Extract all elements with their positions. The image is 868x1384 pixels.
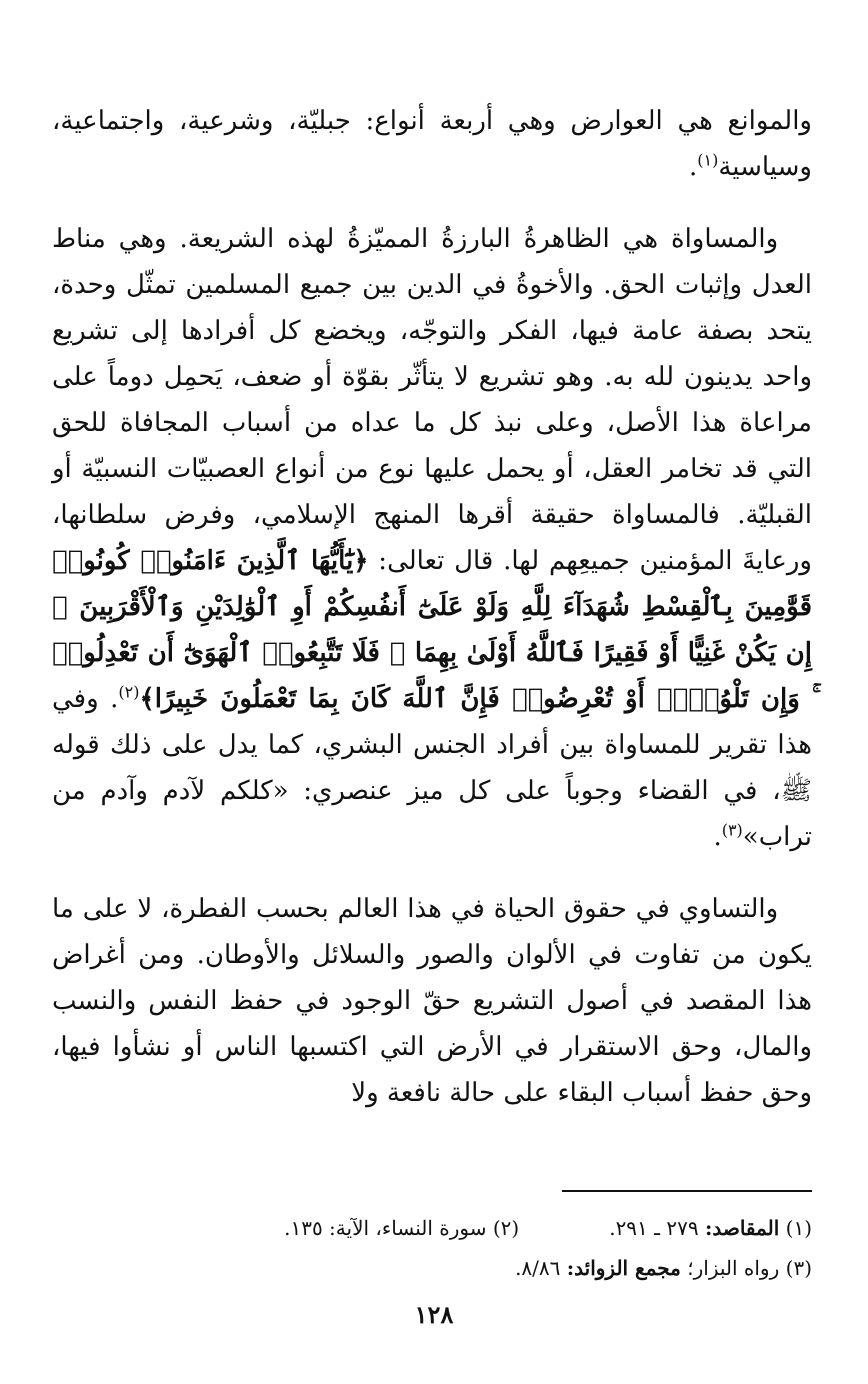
paragraph-1-text: والموانع هي العوارض وهي أربعة أنواع: جبليّة، وشرعية، واجتماعية، وسياسية [52,106,812,182]
main-text [52,98,812,1116]
page-number: ١٢٨ [414,1300,454,1329]
footnote-divider [562,1190,812,1192]
quran-verse: ﴿يَٰٓأَيُّهَا ٱلَّذِينَ ءَامَنُوا۟ كُونُوا۟ قَوَّٰمِينَ بِٱلْقِسْطِ شُهَدَآءَ لِلَّهِ وَلَوْ عَلَىٰٓ أَنفُسِكُمْ أَوِ ٱلْوَٰلِدَيْنِ وَٱلْأَقْرَبِينَ ۚ إِن يَكُنْ غَنِيًّا أَوْ فَقِيرًا فَٱللَّهُ أَوْلَىٰ بِهِمَا ۖ فَلَا تَتَّبِعُوا۟ ٱلْهَوَىٰٓ أَن تَعْدِلُوا۟ ۚ وَإِن تَلْوُۥٓا۟ أَوْ تُعْرِضُوا۟ فَإِنَّ ٱللَّهَ كَانَ بِمَا تَعْمَلُونَ خَبِيرًا﴾ [52,546,813,714]
paragraph-2-after: . وفي هذا تقرير للمساواة بين أفراد الجنس البشري، كما يدل على ذلك قوله ﷺ، في القضاء وجوباً على كل ميز عنصري: «كلكم لآدم وآدم من تراب» [52,684,812,852]
footnote-ref-3[interactable]: (٣) [721,820,743,840]
footnote-3 [515,1248,812,1288]
footnote-3-text: رواه البزار؛ [687,1256,780,1280]
footnote-1-number: (١) [785,1216,812,1240]
paragraph-3 [52,886,812,1116]
footnote-2 [284,1208,519,1248]
footnote-1-pages: ٢٧٩ ـ ٢٩١. [609,1216,699,1240]
footnote-row-1 [60,1208,812,1248]
footnote-3-number: (٣) [785,1256,812,1280]
paragraph-1-end: . [688,152,698,182]
footnote-ref-2[interactable]: (٢) [118,682,140,702]
paragraph-2-text: والمساواة هي الظاهرةُ البارزةُ المميّزةُ لهذه الشريعة. وهي مناط العدل وإثبات الحق. والأخوةُ في الدين بين جميع المسلمين تمثّل وحدة، يتحد بصفة عامة فيها، الفكر والتوجّه، ويخضع كل أفرادها إلى تشريع واحد يدينون لله به. وهو تشريع لا يتأثّر بقوّة أو ضعف، يَحمِل دوماً على مراعاة هذا الأصل، وعلى نبذ كل ما عداه من أسباب المجافاة للحق التي قد تخامر العقل، أو يحمل عليها نوع من أنواع العصبيّات النسبيّة أو القبليّة. فالمساواة حقيقة أقرها المنهج الإسلامي، وفرض سلطانها، ورعايةَ المؤمنين جميعِهم لها. قال تعالى: [52,224,812,576]
footnote-3-pages: ٨/٨٦. [515,1256,561,1280]
paragraph-2 [52,216,812,860]
paragraph-3-text: والتساوي في حقوق الحياة في هذا العالم بحسب الفطرة، لا على ما يكون من تفاوت في الألوان والصور والسلائل والأوطان. ومن أغراض هذا المقصد في أصول التشريع حقّ الوجود في حفظ النفس والنسب والمال، وحق الاستقرار في الأرض التي اكتسبها الناس أو نشأوا فيها، وحق حفظ أسباب البقاء على حالة نافعة ولا [52,894,812,1108]
paragraph-1 [52,98,812,190]
footnote-row-2 [60,1248,812,1288]
footnote-3-source: مجمع الزوائد: [566,1256,681,1280]
footnote-2-text: سورة النساء، الآية: ١٣٥. [284,1216,487,1240]
footnote-ref-1[interactable]: (١) [697,150,719,170]
footnote-1-source: المقاصد: [704,1216,780,1240]
footnotes [60,1208,812,1288]
paragraph-2-end: . [713,822,722,852]
footnote-1 [609,1208,812,1248]
footnote-2-number: (٢) [492,1216,520,1240]
